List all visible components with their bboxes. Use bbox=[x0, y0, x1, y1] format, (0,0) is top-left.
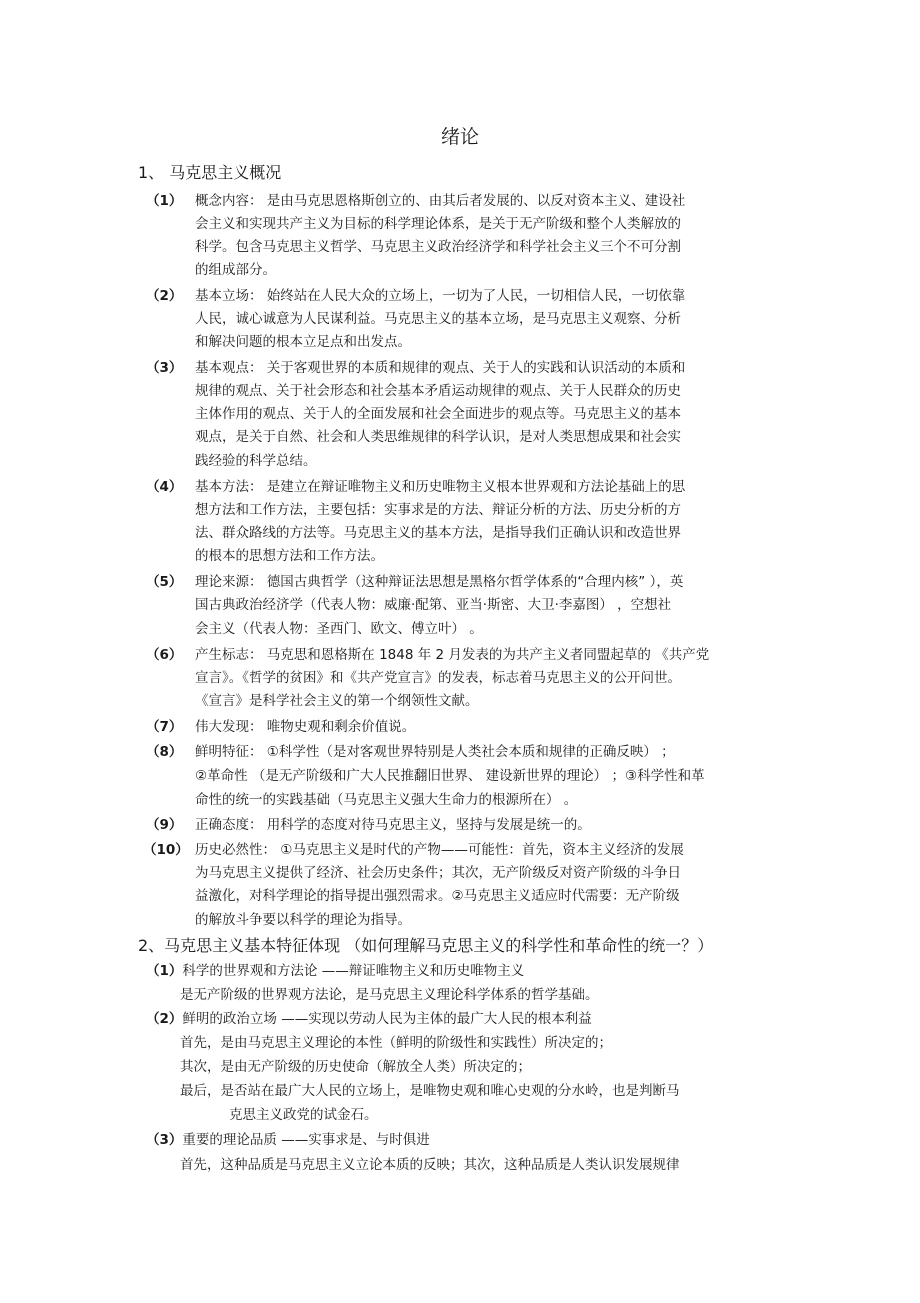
item-line: 想方法和工作方法，主要包括：实事求是的方法、辩证分析的方法、历史分析的方 bbox=[195, 502, 681, 518]
item-line: 正确态度： 用科学的态度对待马克思主义，坚持与发展是统一的。 bbox=[195, 817, 591, 833]
subitem-header bbox=[146, 1130, 430, 1150]
subitem-number: （3） bbox=[146, 1132, 183, 1148]
item-line: 规律的观点、关于社会形态和社会基本矛盾运动规律的观点、关于人民群众的历史 bbox=[195, 383, 681, 399]
subitem-line: 最后，是否站在最广大人民的立场上，是唯物史观和唯心史观的分水岭，也是判断马 bbox=[180, 1083, 680, 1099]
subitem-label: 鲜明的政治立场 ——实现以劳动人民为主体的最广大人民的根本利益 bbox=[182, 1011, 592, 1027]
subitem-header bbox=[146, 1009, 592, 1029]
item-number: （7） bbox=[146, 719, 183, 735]
item-number: （2） bbox=[146, 288, 183, 304]
item-number: （1） bbox=[146, 193, 183, 209]
item-line: 历史必然性： ①马克思主义是时代的产物——可能性：首先，资本主义经济的发展 bbox=[195, 842, 684, 858]
item-line: 基本观点： 关于客观世界的本质和规律的观点、关于人的实践和认识活动的本质和 bbox=[195, 360, 686, 376]
item-line: 益激化，对科学理论的指导提出强烈需求。②马克思主义适应时代需要：无产阶级 bbox=[195, 888, 680, 904]
subitem-line: 首先，这种品质是马克思主义立论本质的反映；其次，这种品质是人类认识发展规律 bbox=[180, 1157, 680, 1173]
item-line: 鲜明特征： ①科学性（是对客观世界特别是人类社会本质和规律的正确反映） ； bbox=[195, 744, 675, 760]
subitem-header bbox=[146, 961, 524, 981]
item-line: 的解放斗争要以科学的理论为指导。 bbox=[195, 912, 411, 928]
item-line: 主体作用的观点、关于人的全面发展和社会全面进步的观点等。马克思主义的基本 bbox=[195, 406, 681, 422]
item-line: 为马克思主义提供了经济、社会历史条件；其次，无产阶级反对资产阶级的斗争日 bbox=[195, 865, 681, 881]
item-line: 基本方法： 是建立在辩证唯物主义和历史唯物主义根本世界观和方法论基础上的思 bbox=[195, 479, 686, 495]
item-line: 和解决问题的根本立足点和出发点。 bbox=[195, 334, 411, 350]
item-line: 会主义和实现共产主义为目标的科学理论体系，是关于无产阶级和整个人类解放的 bbox=[195, 216, 681, 232]
subitem-label: 科学的世界观和方法论 ——辩证唯物主义和历史唯物主义 bbox=[182, 963, 525, 979]
subitem-line: 其次，是由无产阶级的历史使命（解放全人类）所决定的； bbox=[180, 1059, 531, 1075]
item-number: （6） bbox=[146, 647, 183, 663]
item-line: 的根本的思想方法和工作方法。 bbox=[195, 548, 384, 564]
item-number: （4） bbox=[146, 479, 183, 495]
item-line: 人民，诚心诚意为人民谋利益。马克思主义的基本立场，是马克思主义观察、分析 bbox=[195, 311, 681, 327]
item-line: 法、群众路线的方法等。马克思主义的基本方法，是指导我们正确认识和改造世界 bbox=[195, 525, 681, 541]
item-line: 《宣言》是科学社会主义的第一个纲领性文献。 bbox=[195, 693, 479, 709]
item-line: 命性的统一的实践基础（马克思主义强大生命力的根源所在） 。 bbox=[195, 792, 578, 808]
item-number: （9） bbox=[146, 817, 183, 833]
item-line: 践经验的科学总结。 bbox=[195, 453, 317, 469]
item-line: 基本立场： 始终站在人民大众的立场上，一切为了人民，一切相信人民，一切依靠 bbox=[195, 288, 686, 304]
item-line: 观点，是关于自然、社会和人类思维规律的科学认识，是对人类思想成果和社会实 bbox=[195, 429, 681, 445]
item-line: 会主义（代表人物：圣西门、欧文、傅立叶） 。 bbox=[195, 621, 483, 637]
subitem-number: （1） bbox=[146, 963, 183, 979]
subitem-number: （2） bbox=[146, 1011, 183, 1027]
subitem-label: 重要的理论品质 ——实事求是、与时俱进 bbox=[182, 1132, 430, 1148]
item-line: 国古典政治经济学（代表人物：威廉·配第、亚当·斯密、大卫·李嘉图） ，空想社 bbox=[195, 597, 672, 613]
item-number: （5） bbox=[146, 574, 183, 590]
subitem-line: 是无产阶级的世界观方法论，是马克思主义理论科学体系的哲学基础。 bbox=[180, 987, 599, 1003]
item-line: 的组成部分。 bbox=[195, 262, 276, 278]
item-number: （10） bbox=[143, 842, 189, 858]
item-line: 科学。包含马克思主义哲学、马克思主义政治经济学和科学社会主义三个不可分割 bbox=[195, 239, 681, 255]
section-heading-1: 1、 马克思主义概况 bbox=[138, 163, 282, 182]
item-line: 宣言》。《哲学的贫困》和《共产党宣言》的发表，标志着马克思主义的公开问世。 bbox=[195, 670, 681, 686]
subitem-line: 克思主义政党的试金石。 bbox=[229, 1107, 378, 1123]
subitem-line: 首先，是由马克思主义理论的本性（鲜明的阶级性和实践性）所决定的； bbox=[180, 1035, 612, 1051]
item-line: ②革命性 （是无产阶级和广大人民推翻旧世界、 建设新世界的理论） ；③科学性和革 bbox=[195, 768, 705, 784]
item-number: （8） bbox=[146, 744, 183, 760]
item-number: （3） bbox=[146, 360, 183, 376]
item-line: 伟大发现： 唯物史观和剩余价值说。 bbox=[195, 719, 416, 735]
item-line: 概念内容： 是由马克思恩格斯创立的、由其后者发展的、以反对资本主义、建设社 bbox=[195, 193, 686, 209]
item-line: 产生标志： 马克思和恩格斯在 1848 年 2 月发表的为共产主义者同盟起草的 《共产党 bbox=[195, 647, 710, 663]
section-heading-2: 2、马克思主义基本特征体现 （如何理解马克思主义的科学性和革命性的统一？） bbox=[138, 936, 714, 955]
page-title: 绪论 bbox=[440, 126, 479, 148]
item-line: 理论来源： 德国古典哲学（这种辩证法思想是黑格尔哲学体系的“合理内核” ），英 bbox=[195, 574, 684, 590]
